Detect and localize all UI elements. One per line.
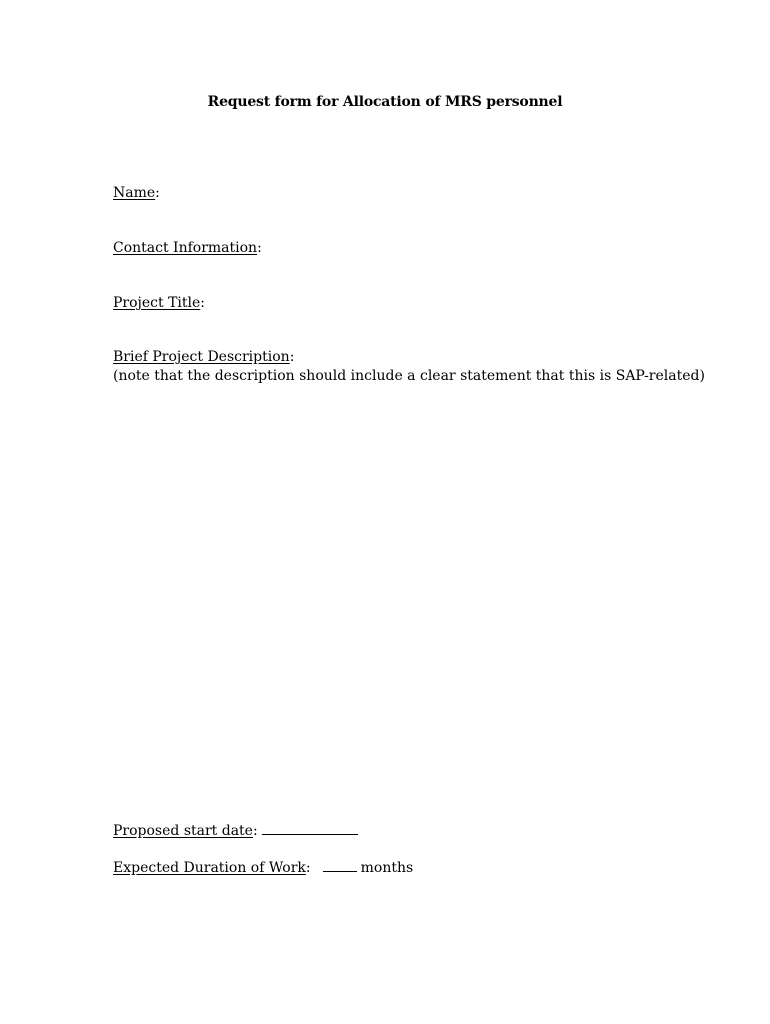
project-title-label: Project Title <box>113 295 201 311</box>
project-description-note: (note that the description should include a clear statement that this is SAP-related) <box>113 368 705 384</box>
start-date-blank-line[interactable] <box>262 821 358 835</box>
start-date-colon: : <box>252 823 258 839</box>
duration-colon: : <box>305 860 311 876</box>
project-description-field <box>113 348 294 366</box>
expected-duration-field <box>113 858 413 877</box>
duration-blank-line[interactable] <box>323 858 357 872</box>
contact-information-field <box>113 239 262 257</box>
project-title-colon: : <box>200 295 206 311</box>
project-description-label: Brief Project Description <box>113 349 290 365</box>
form-title: Request form for Allocation of MRS personnel <box>207 94 563 110</box>
contact-colon: : <box>257 240 262 256</box>
name-field <box>113 184 160 202</box>
proposed-start-date-field <box>113 821 358 840</box>
proposed-start-date-label: Proposed start date <box>113 823 253 839</box>
contact-information-label: Contact Information <box>113 240 258 256</box>
project-title-field <box>113 294 205 312</box>
project-description-colon: : <box>289 349 295 365</box>
name-label: Name <box>113 185 156 201</box>
duration-unit: months <box>360 860 414 876</box>
name-colon: : <box>155 185 160 201</box>
expected-duration-label: Expected Duration of Work <box>113 860 306 876</box>
